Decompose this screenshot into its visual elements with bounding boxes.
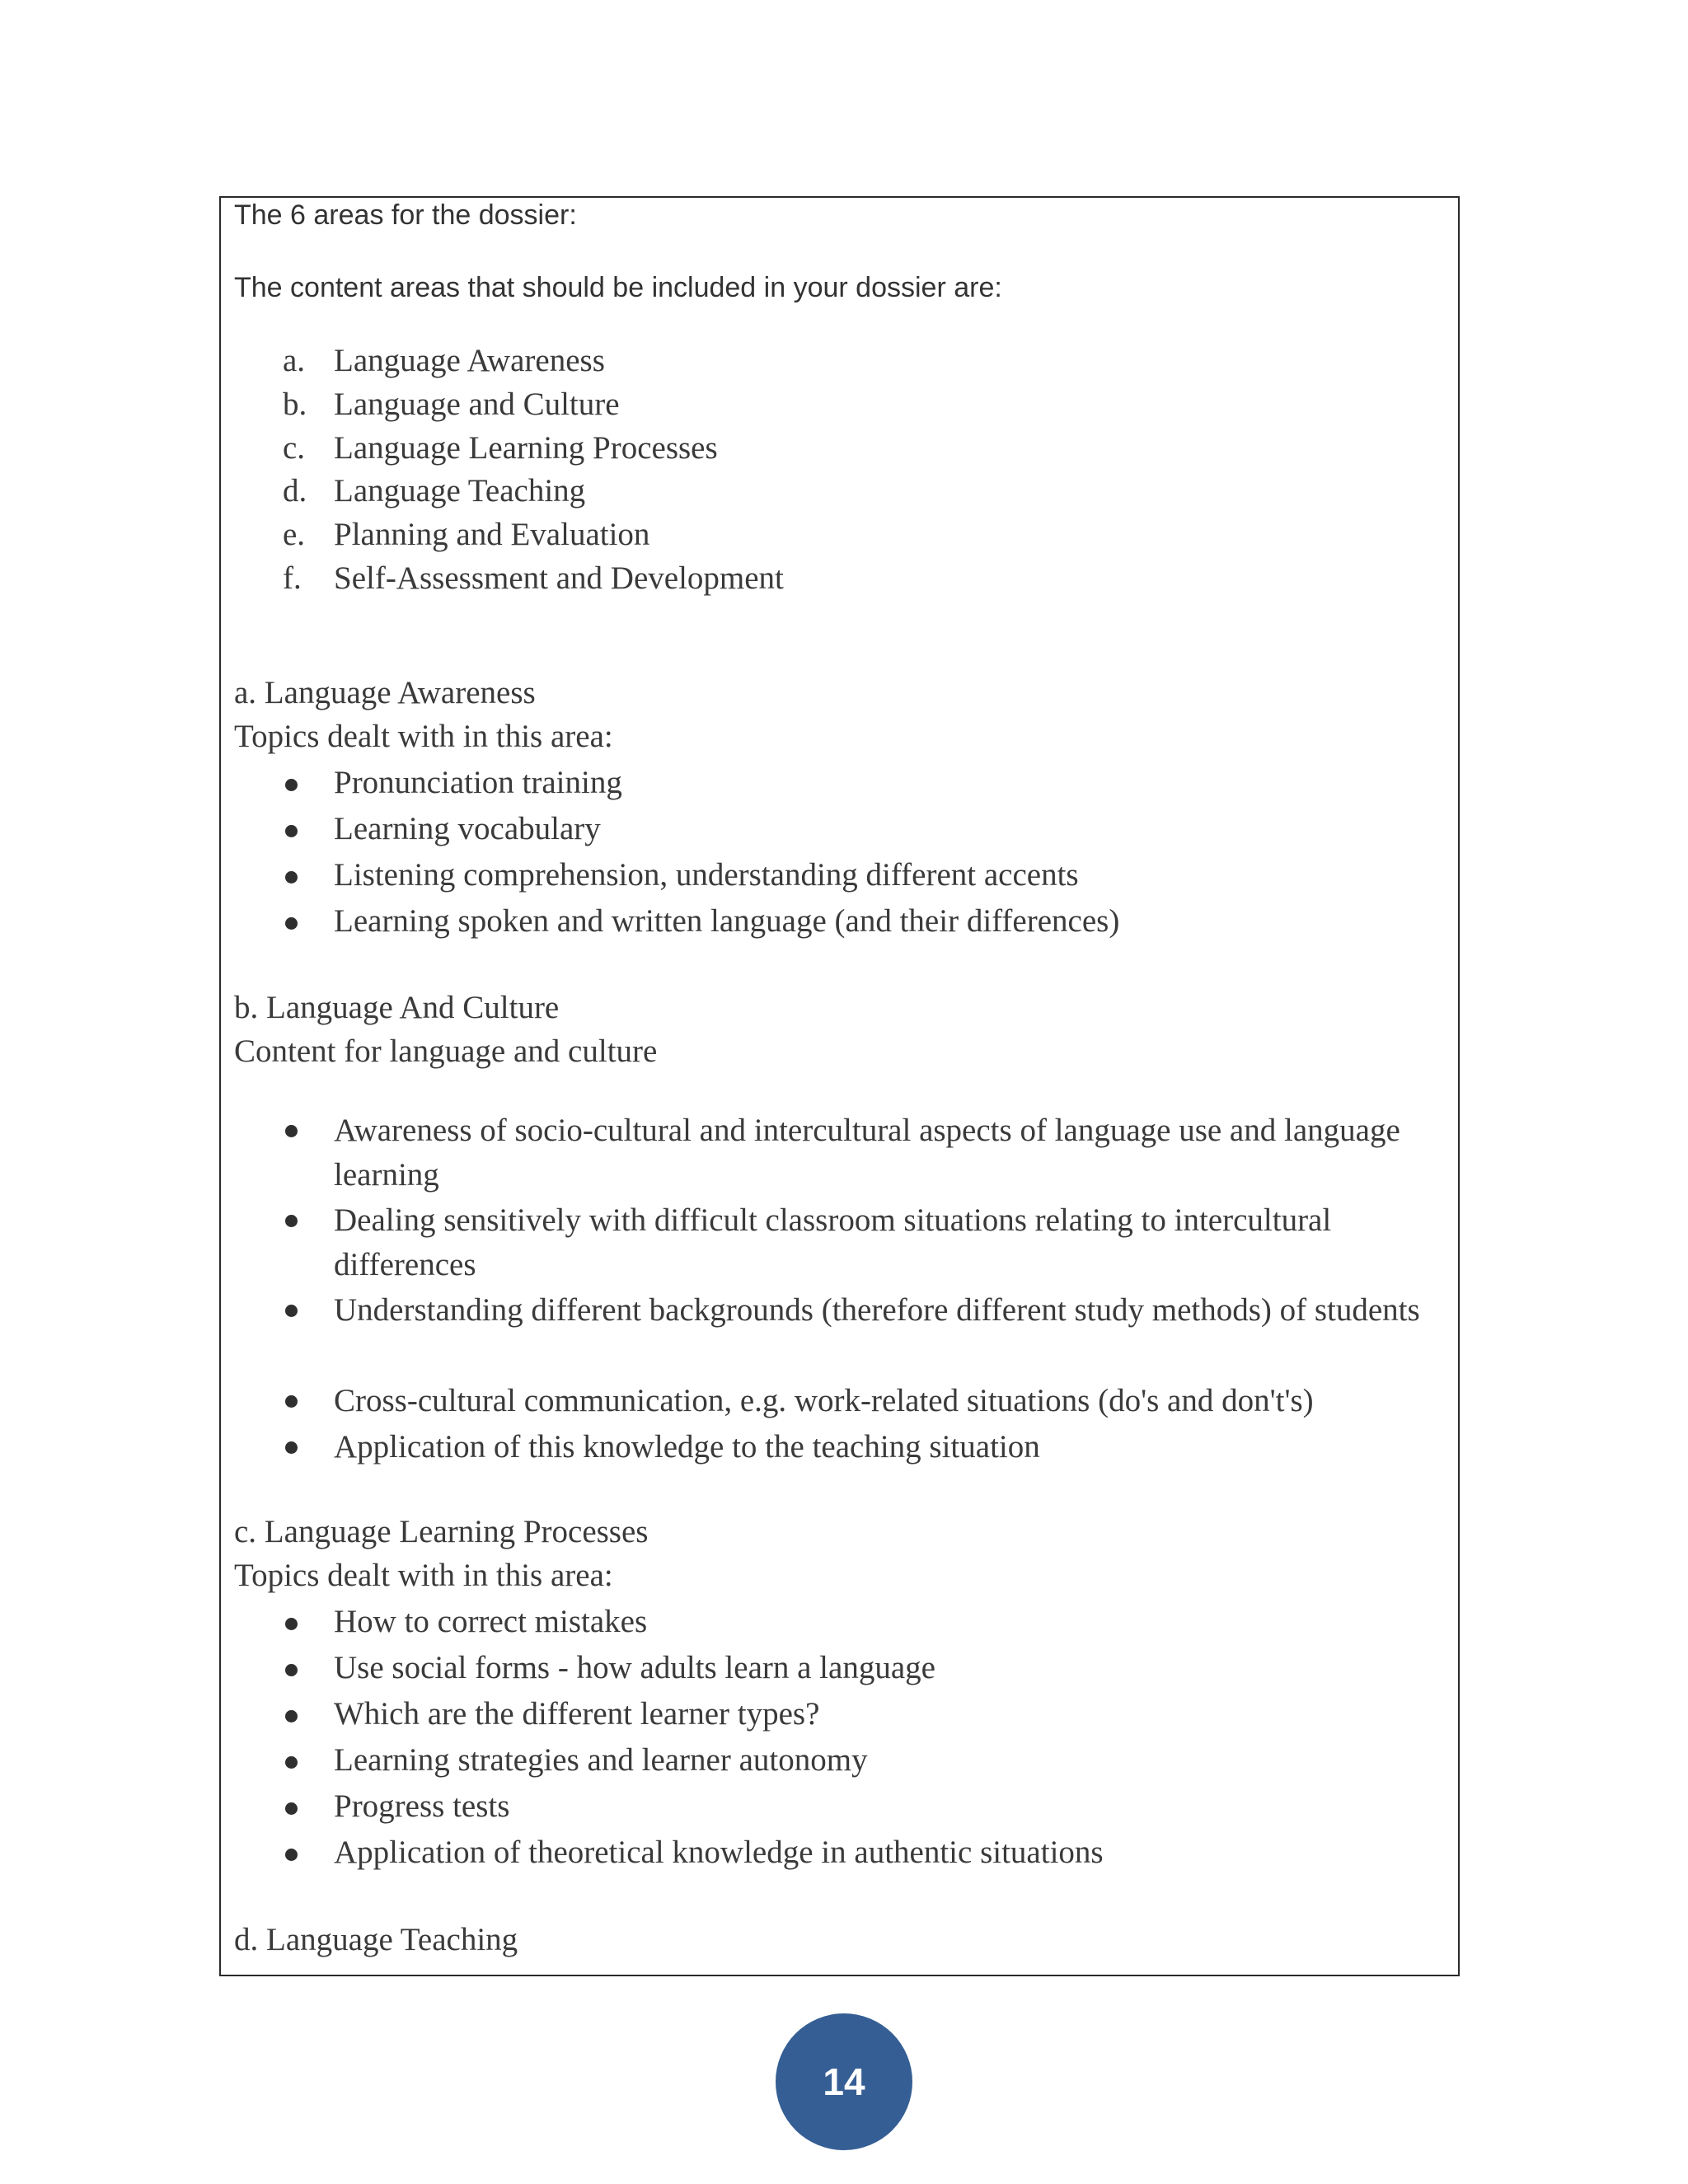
list-item-text: Awareness of socio-cultural and intercultural aspects of language use and language learning	[334, 1113, 1400, 1193]
list-item-text: Learning strategies and learner autonomy	[334, 1742, 868, 1778]
list-item-label: Planning and Evaluation	[334, 517, 650, 552]
list-item-text: Progress tests	[334, 1788, 510, 1824]
list-marker: b.	[283, 387, 307, 422]
list-marker: c.	[283, 430, 306, 466]
section-b-title: b. Language And Culture	[234, 990, 560, 1025]
list-item-label: Language Learning Processes	[334, 430, 718, 466]
list-item-text: Which are the different learner types?	[334, 1696, 820, 1732]
section-c-title: c. Language Learning Processes	[234, 1514, 649, 1549]
list-item-label: Self-Assessment and Development	[334, 560, 784, 596]
section-c-subtitle: Topics dealt with in this area:	[234, 1558, 613, 1593]
page-number: 14	[823, 2060, 865, 2103]
list-item-text: Listening comprehension, understanding different accents	[334, 857, 1079, 893]
list-item-label: Language Teaching	[334, 473, 586, 509]
list-marker: e.	[283, 517, 306, 552]
list-item-text: How to correct mistakes	[334, 1604, 648, 1639]
section-d-title: d. Language Teaching	[234, 1922, 518, 1957]
intro-lead: The content areas that should be included in your dossier are:	[234, 272, 1002, 303]
section-b-subtitle: Content for language and culture	[234, 1033, 658, 1069]
list-item-text: Use social forms - how adults learn a language	[334, 1650, 935, 1685]
list-item-text: Cross-cultural communication, e.g. work-related situations (do's and don't's)	[334, 1383, 1314, 1418]
content-box	[219, 196, 1460, 1976]
list-item-text: Learning spoken and written language (and their differences)	[334, 903, 1120, 939]
list-item-text: Understanding different backgrounds (therefore different study methods) of students	[334, 1292, 1420, 1328]
intro-heading: The 6 areas for the dossier:	[234, 199, 577, 231]
list-marker: a.	[283, 343, 306, 378]
list-item-text: Pronunciation training	[334, 765, 622, 800]
list-marker: f.	[283, 560, 302, 596]
list-item-label: Language Awareness	[334, 343, 605, 378]
list-item-text: Dealing sensitively with difficult classroom situations relating to intercultural differences	[334, 1202, 1332, 1282]
section-a-subtitle: Topics dealt with in this area:	[234, 719, 613, 754]
list-item-text: Application of this knowledge to the teaching situation	[334, 1429, 1040, 1465]
page-number-badge	[776, 2013, 912, 2150]
list-item-label: Language and Culture	[334, 387, 620, 422]
list-marker: d.	[283, 473, 307, 509]
list-item-text: Learning vocabulary	[334, 811, 601, 846]
list-item-text: Application of theoretical knowledge in authentic situations	[334, 1835, 1104, 1870]
section-a-title: a. Language Awareness	[234, 675, 536, 710]
